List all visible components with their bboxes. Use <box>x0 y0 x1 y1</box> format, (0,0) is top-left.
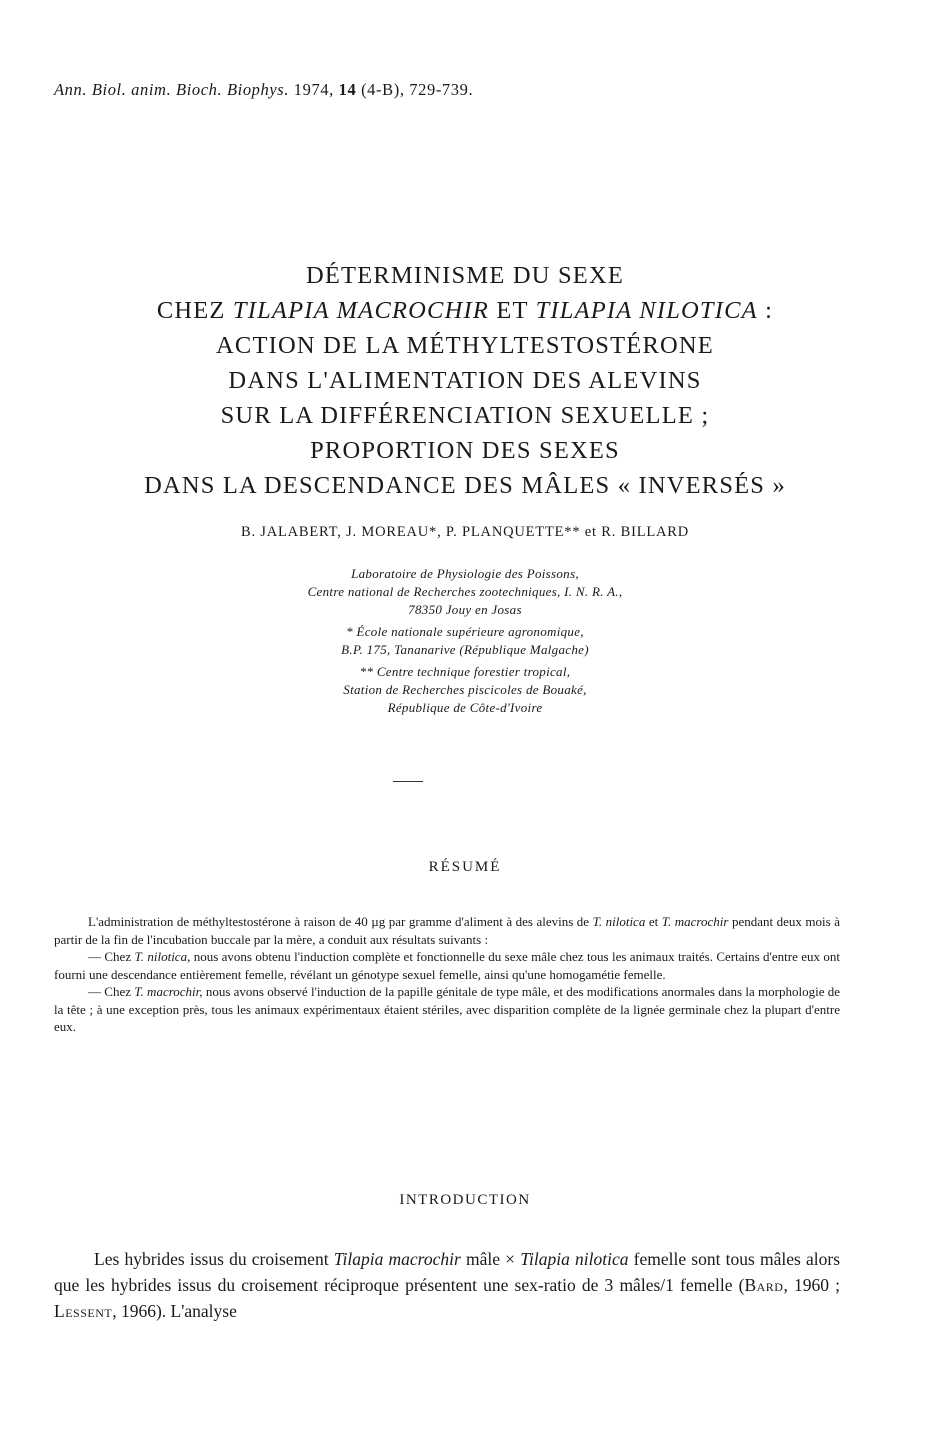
abstract-text: et <box>645 914 662 929</box>
affiliation-line: * École nationale supérieure agronomique, <box>346 624 584 639</box>
introduction-body <box>54 1246 840 1324</box>
title-text: CHEZ <box>156 297 233 324</box>
introduction-paragraph <box>54 1246 840 1324</box>
abstract-text: nous avons observé l'induction de la papille génitale de type mâle, et des modifications anormales dans la morphologie de la tête ; à une exception près, tous les animaux expérimentaux étaient stériles, avec disparition complète de la lignée germinale chez la plupart d'entre eux. <box>54 984 841 1034</box>
journal-name: Ann. Biol. anim. Bioch. Biophys. <box>54 80 290 99</box>
affiliation-line: République de Côte-d'Ivoire <box>387 700 543 715</box>
separator-rule <box>393 781 423 782</box>
abstract-paragraph <box>54 948 840 983</box>
species-name: T. macrochir <box>661 914 729 929</box>
title-line: DANS LA DESCENDANCE DES MÂLES « INVERSÉS » <box>144 472 786 499</box>
affiliation-line: ** Centre technique forestier tropical, <box>359 664 571 679</box>
affiliation-line: Centre national de Recherches zootechniques, I. N. R. A., <box>307 584 623 599</box>
abstract-text: L'administration de méthyltestostérone à raison de 40 µg par gramme d'aliment à des alevins de <box>88 914 593 929</box>
body-text: femelle sont tous mâles alors que les hybrides issus du croisement réciproque présentent une sex-ratio de 3 mâles/1 femelle ( <box>54 1249 841 1295</box>
introduction-heading: INTRODUCTION <box>399 1192 531 1208</box>
affiliation-line: 78350 Jouy en Josas <box>408 602 522 617</box>
species-name: T. nilotica <box>592 914 646 929</box>
citation-author: Bard <box>744 1275 784 1295</box>
abstract-paragraph <box>54 983 840 1036</box>
title-line: ACTION DE LA MÉTHYLTESTOSTÉRONE <box>216 332 714 359</box>
journal-citation <box>54 80 473 100</box>
abstract-paragraph <box>54 913 840 948</box>
authors: B. JALABERT, J. MOREAU*, P. PLANQUETTE** et R. BILLARD <box>240 524 690 540</box>
title-line <box>40 293 890 328</box>
body-text: Les hybrides issus du croisement <box>94 1249 334 1269</box>
abstract-text: — Chez <box>88 949 135 964</box>
species-name: Tilapia macrochir <box>333 1249 461 1269</box>
title-line: DÉTERMINISME DU SEXE <box>306 262 624 289</box>
species-name: T. macrochir, <box>134 984 203 999</box>
affiliation-line: Station de Recherches piscicoles de Bouaké, <box>343 682 587 697</box>
title-line: DANS L'ALIMENTATION DES ALEVINS <box>228 367 702 394</box>
journal-volume: 14 <box>338 80 357 99</box>
body-text: , 1966). L'analyse <box>112 1301 237 1321</box>
title-text: ET <box>489 297 536 324</box>
species-name: Tilapia nilotica <box>520 1249 629 1269</box>
species-name: TILAPIA MACROCHIR <box>232 297 490 324</box>
body-text: mâle × <box>460 1249 521 1269</box>
title-line: SUR LA DIFFÉRENCIATION SEXUELLE ; <box>220 402 710 429</box>
affiliation-line: Laboratoire de Physiologie des Poissons, <box>351 566 579 581</box>
abstract <box>54 913 840 1036</box>
affiliation-line: B.P. 175, Tananarive (République Malgache) <box>341 642 589 657</box>
abstract-text: pendant deux mois à partir de la fin de l'incubation buccale par la mère, a conduit aux résultats suivants : <box>54 914 840 947</box>
citation-author: Lessent <box>54 1301 113 1321</box>
affiliations <box>100 565 830 717</box>
journal-year: 1974, <box>293 80 334 99</box>
journal-issue-pages: (4-B), 729-739. <box>361 80 474 99</box>
species-name: T. nilotica, <box>134 949 191 964</box>
abstract-text: nous avons obtenu l'induction complète et fonctionnelle du sexe mâle chez tous les animaux traités. Certains d'entre eux ont fourni une descendance entièrement femelle, révélant un génotype sexuel femelle, ainsi qu'une homogamétie femelle. <box>54 949 840 982</box>
article-title <box>40 258 890 503</box>
title-text: : <box>757 297 774 324</box>
title-line: PROPORTION DES SEXES <box>310 437 620 464</box>
species-name: TILAPIA NILOTICA <box>535 297 758 324</box>
resume-heading: RÉSUMÉ <box>428 859 502 875</box>
body-text: , 1960 ; <box>783 1275 840 1295</box>
abstract-text: — Chez <box>88 984 135 999</box>
